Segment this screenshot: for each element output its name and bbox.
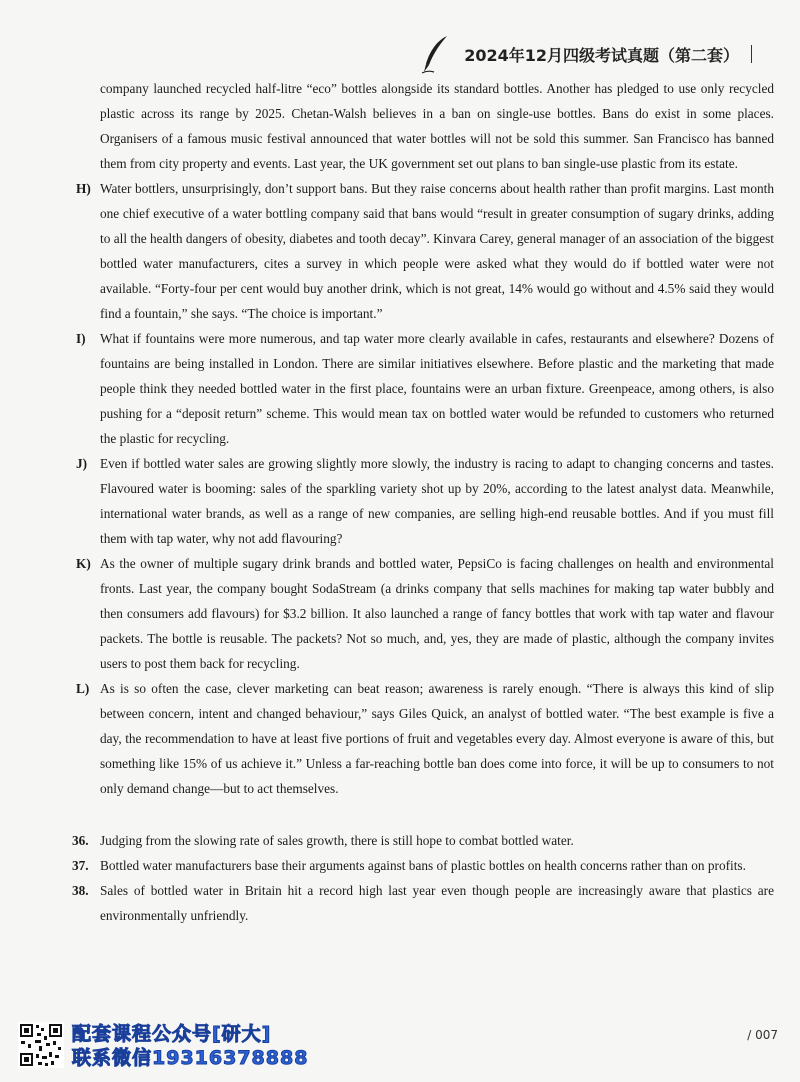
page-footer: [18, 1022, 788, 1072]
paragraph-i: [76, 326, 774, 451]
paragraph-g-continued: [100, 76, 774, 176]
paragraph-letter: H): [76, 181, 91, 196]
page-header-title: 2024年12月四级考试真题（第二套）: [464, 45, 739, 65]
promo-line-official-account: 配套课程公众号[研大]: [72, 1023, 272, 1045]
paragraph-letter: J): [76, 456, 88, 471]
promo-line-wechat-contact: 联系微信19316378888: [72, 1047, 309, 1069]
paragraph-letter: K): [76, 556, 91, 571]
question-number: 36.: [72, 833, 89, 848]
question-text: Sales of bottled water in Britain hit a record high last year even though people are increasingly aware that plastics are environmentally unfriendly.: [100, 883, 774, 923]
paragraph-text: company launched recycled half-litre “eco” bottles alongside its standard bottles. Another has pledged to use only recycled plastic across its range by 2025. Chetan-Walsh believes in a ban on single-use bottles. Bans do exist in some places. Organisers of a famous music festival announced that water bottles will not be sold this summer. San Francisco has banned them from city property and events. Last year, the UK government set out plans to ban single-use plastic from its estate.: [100, 81, 774, 171]
paragraph-k: [76, 551, 774, 676]
paragraph-letter: L): [76, 681, 90, 696]
paragraph-text: What if fountains were more numerous, and tap water more clearly available in cafes, restaurants and elsewhere? Dozens of fountains are being installed in London. There are similar initiatives elsewhere. Before plastic and the marketing that made people think they needed bottled water in the first place, fountains were an urban fixture. Greenpeace, among others, is also pushing for a “deposit return” scheme. This would mean tax on bottled water would be refunded to customers who returned the plastic for recycling.: [100, 331, 774, 446]
question-36: [72, 828, 774, 853]
qr-code-icon: [18, 1022, 64, 1068]
paragraph-l: [76, 676, 774, 801]
question-text: Judging from the slowing rate of sales growth, there is still hope to combat bottled water.: [100, 833, 574, 848]
page-number: / 007: [747, 1028, 778, 1042]
question-38: [72, 878, 774, 928]
promo-text-block: [72, 1022, 308, 1070]
header-divider: [751, 45, 752, 63]
question-text: Bottled water manufacturers base their arguments against bans of plastic bottles on health concerns rather than on profits.: [100, 858, 746, 873]
paragraph-text: As is so often the case, clever marketing can beat reason; awareness is rarely enough. “There is always this kind of slip between concern, intent and changed behaviour,” says Giles Quick, an analyst of bottled water. “The best example is five a day, the recommendation to have at least five portions of fruit and vegetables every day. Almost everyone is aware of this, but something like 15% of us achieve it.” Unless a far-reaching bottle ban does come into force, it will be up to consumers to not only demand change—but to act themselves.: [100, 681, 774, 796]
section-gap: [0, 801, 800, 828]
question-number: 37.: [72, 858, 89, 873]
paragraph-letter: I): [76, 331, 86, 346]
question-number: 38.: [72, 883, 89, 898]
paragraph-h: [76, 176, 774, 326]
paragraph-j: [76, 451, 774, 551]
paragraph-text: As the owner of multiple sugary drink brands and bottled water, PepsiCo is facing challenges on health and environmental fronts. Last year, the company bought SodaStream (a drinks company that sells machines for making tap water bubbly and then consumers add flavours) for $3.2 billion. It also launched a range of fancy bottles that work with tap water and flavour packets. The bottle is reusable. The packets? Not so much, and, yes, they are made of plastic, although the company invites users to post them back for recycling.: [100, 556, 774, 671]
paragraph-text: Even if bottled water sales are growing slightly more slowly, the industry is racing to adapt to changing concerns and tastes. Flavoured water is booming: sales of the sparkling variety shot up by 20%, according to the latest analyst data. Meanwhile, international water brands, as well as a range of new companies, are selling high-end reusable bottles. And if you must fill them with tap water, why not add flavouring?: [100, 456, 774, 546]
paragraph-text: Water bottlers, unsurprisingly, don’t support bans. But they raise concerns about health rather than profit margins. Last month one chief executive of a water bottling company said that bans would “result in greater consumption of sugary drinks, adding to all the health dangers of obesity, diabetes and tooth decay”. Kinvara Carey, general manager of an association of the biggest bottled water manufacturers, cites a survey in which people were asked what they would do if bottled water were not available. “Forty-four per cent would buy another drink, which is not great, 14% would go without and 4.5% said they would find a fountain,” she says. “The choice is important.”: [100, 181, 774, 321]
question-37: [72, 853, 774, 878]
passage-body: [0, 76, 800, 928]
page-header: [420, 34, 752, 74]
quill-pen-icon: [420, 34, 450, 74]
